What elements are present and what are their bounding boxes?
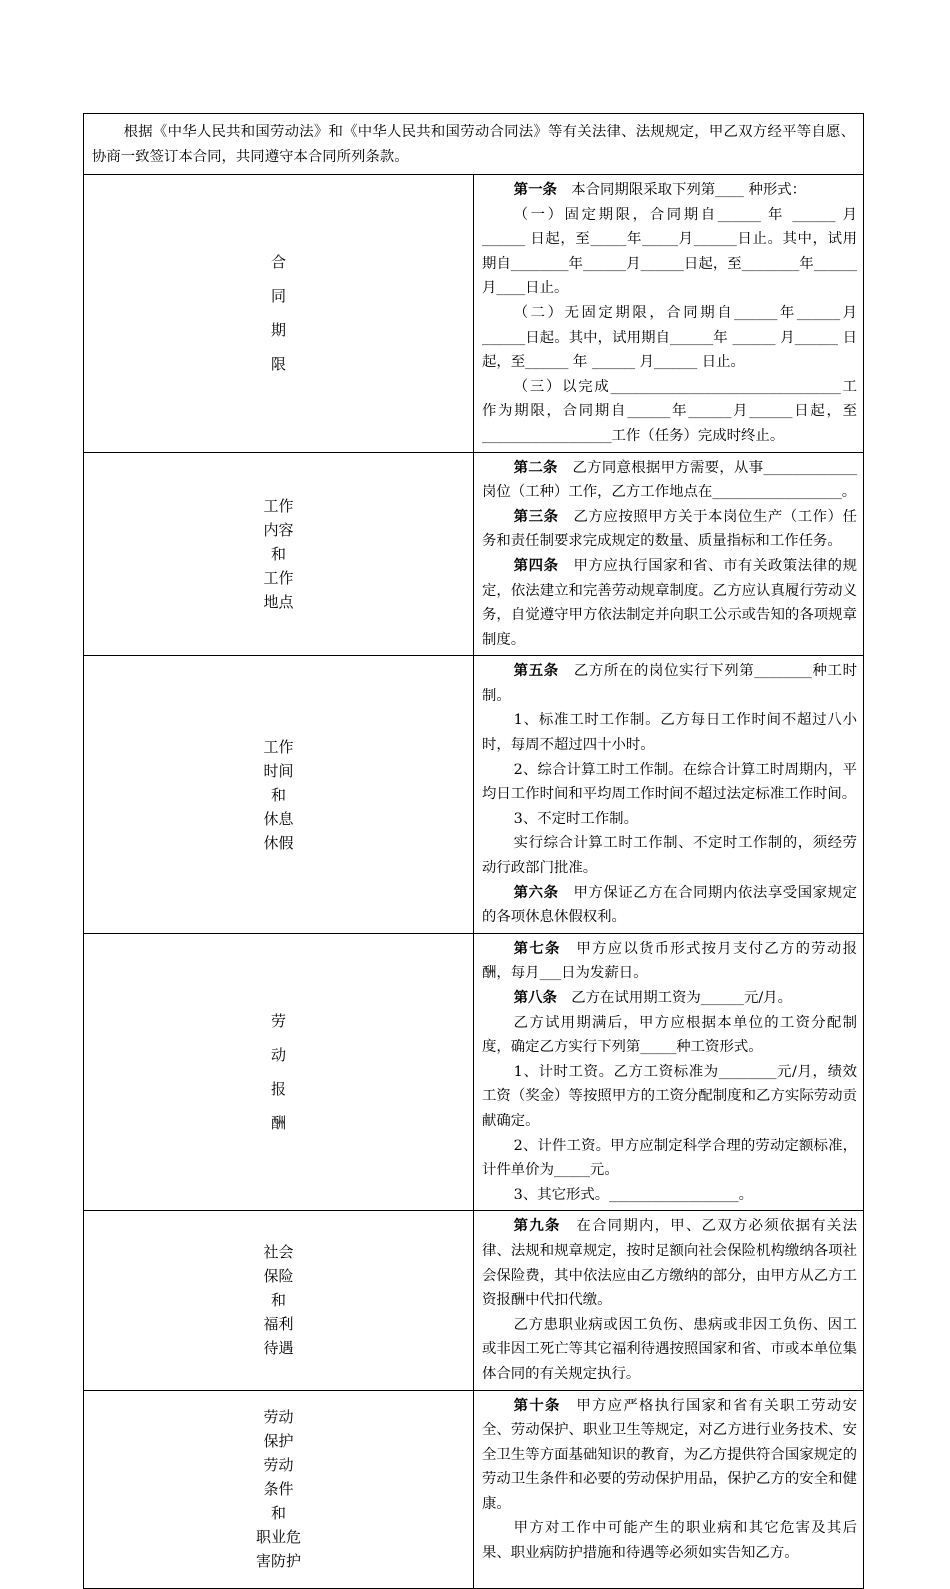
article-10: 第十条 甲方应严格执行国家和省有关职工劳动安全、劳动保护、职业卫生等规定，对乙方进行业务技术、安全卫生等方面基础知识的教育，为乙方提供符合国家规定的劳动卫生条件和必要的劳动保护用品，保护乙方的安全和健康。 bbox=[482, 1396, 857, 1512]
welfare-para: 乙方患职业病或因工负伤、患病或非因工负伤、因工或非因工死亡等其它福利待遇按照国家和省、市或本单位集体合同的有关规定执行。 bbox=[482, 1316, 857, 1382]
protection-row bbox=[84, 1390, 864, 1588]
term-option-task: （三）以完成________________________________工作为期限，合同期自______年______月______日起，至 __________________工作（任务）完成时终止。 bbox=[482, 378, 857, 444]
pay-item-2: 2、计件工资。甲方应制定科学合理的劳动定额标准，计件单价为_____元。 bbox=[482, 1137, 857, 1179]
hours-content bbox=[474, 656, 864, 934]
article-4: 第四条 甲方应执行国家和省、市有关政策法律的规定，依法建立和完善劳动规章制度。乙方应认真履行劳动义务，自觉遵守甲方依法制定并向职工公示或告知的各项规章制度。 bbox=[482, 556, 857, 648]
hours-item-2: 2、综合计算工时工作制。在综合计算工时周期内，平均日工作时间和平均周工作时间不超过法定标准工作时间。 bbox=[482, 761, 857, 803]
insurance-content bbox=[474, 1211, 864, 1390]
pay-form-para: 乙方试用期满后，甲方应根据本单位的工资分配制度，确定乙方实行下列第_____种工资形式。 bbox=[482, 1014, 857, 1056]
work-content bbox=[474, 452, 864, 656]
term-label: 合 同 期 限 bbox=[84, 175, 474, 453]
contract-table bbox=[83, 113, 864, 1589]
insurance-label: 社会 保险 和 福利 待遇 bbox=[84, 1211, 474, 1390]
term-row bbox=[84, 175, 864, 453]
pay-row bbox=[84, 933, 864, 1211]
term-content bbox=[474, 175, 864, 453]
term-option-fixed: （一）固定期限，合同期自______ 年 ______ 月______ 日起，至_____年_____月______日止。其中，试用期自________年______月______日起，至________年______月____日止。 bbox=[482, 206, 857, 297]
pay-label: 劳 动 报 酬 bbox=[84, 933, 474, 1211]
protection-label: 劳动 保护 劳动 条件 和 职业危 害防护 bbox=[84, 1390, 474, 1588]
article-9: 第九条 在合同期内，甲、乙双方必须依据有关法律、法规和规章规定，按时足额向社会保险机构缴纳各项社会保险费，其中依法应由乙方缴纳的部分，由甲方从乙方工资报酬中代扣代缴。 bbox=[482, 1217, 857, 1309]
article-6: 第六条 甲方保证乙方在合同期内依法享受国家规定的各项休息休假权利。 bbox=[482, 883, 857, 926]
hazard-notice-para: 甲方对工作中可能产生的职业病和其它危害及其后果、职业病防护措施和待遇等必须如实告知乙方。 bbox=[482, 1520, 857, 1562]
article-1: 第一条 本合同期限采取下列第____ 种形式： bbox=[513, 181, 807, 198]
intro-cell bbox=[84, 114, 864, 175]
hours-item-1: 1、标准工时工作制。乙方每日工作时间不超过八小时，每周不超过四十小时。 bbox=[482, 712, 857, 754]
article-7: 第七条 甲方应以货币形式按月支付乙方的劳动报酬，每月___日为发薪日。 bbox=[482, 939, 857, 982]
insurance-row bbox=[84, 1211, 864, 1390]
pay-content bbox=[474, 933, 864, 1211]
intro-text: 根据《中华人民共和国劳动法》和《中华人民共和国劳动合同法》等有关法律、法规规定，甲乙双方经平等自愿、协商一致签订本合同，共同遵守本合同所列条款。 bbox=[92, 124, 855, 165]
article-8: 第八条 乙方在试用期工资为______元/月。 bbox=[513, 989, 792, 1006]
hours-item-3: 3、不定时工作制。 bbox=[513, 810, 638, 827]
hours-label: 工作 时间 和 休息 休假 bbox=[84, 656, 474, 934]
work-label: 工作 内容 和 工作 地点 bbox=[84, 452, 474, 656]
article-5: 第五条 乙方所在的岗位实行下列第________种工时制。 bbox=[482, 662, 857, 704]
hours-note: 实行综合计算工时工作制、不定时工作制的，须经劳动行政部门批准。 bbox=[482, 835, 857, 877]
article-2: 第二条 乙方同意根据甲方需要，从事_____________岗位（工种）工作，乙方工作地点在__________________。 bbox=[482, 458, 857, 501]
protection-content bbox=[474, 1390, 864, 1588]
article-3: 第三条 乙方应按照甲方关于本岗位生产（工作）任务和责任制要求完成规定的数量、质量指标和工作任务。 bbox=[482, 507, 857, 550]
pay-item-3: 3、其它形式。__________________。 bbox=[513, 1186, 754, 1203]
hours-row bbox=[84, 656, 864, 934]
term-option-open: （二）无固定期限，合同期自______年______月______日起。其中，试用期自______年 ______ 月______ 日起，至______ 年 ______ 月______ 日止。 bbox=[482, 304, 857, 371]
work-row bbox=[84, 452, 864, 656]
intro-row bbox=[84, 114, 864, 175]
pay-item-1: 1、计时工资。乙方工资标准为________元/月，绩效工资（奖金）等按照甲方的工资分配制度和乙方实际劳动贡献确定。 bbox=[482, 1063, 857, 1129]
